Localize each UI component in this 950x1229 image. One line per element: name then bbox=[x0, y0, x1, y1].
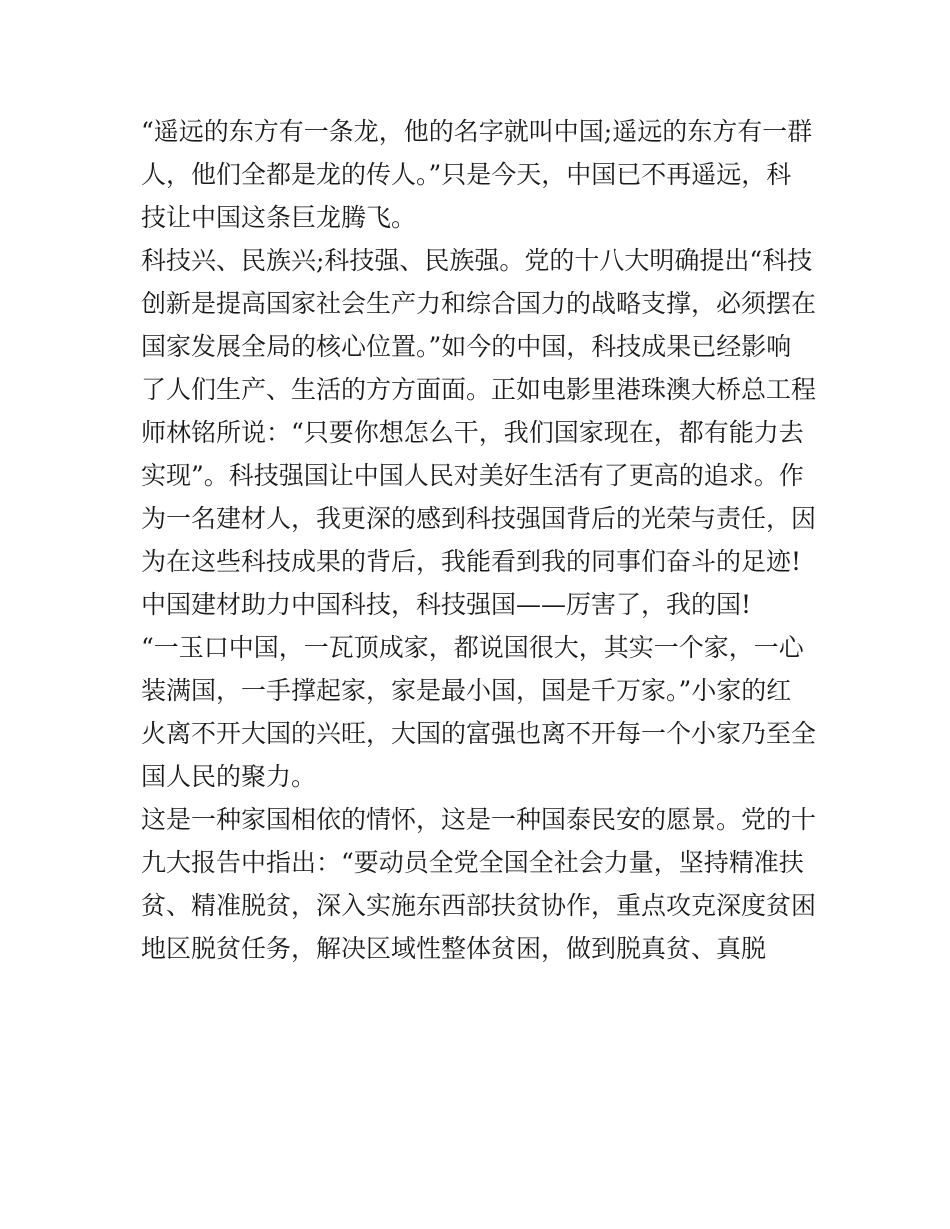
text-line: 中国建材助力中国科技，科技强国——厉害了，我的国! bbox=[141, 590, 752, 619]
text-line: 国人民的聚力。 bbox=[141, 762, 317, 791]
text-line: 贫、精准脱贫，深入实施东西部扶贫协作，重点攻克深度贫困 bbox=[141, 891, 817, 920]
text-line: 装满国，一手撑起家，家是最小国，国是千万家。”小家的红 bbox=[141, 676, 792, 705]
text-line: 实现”。科技强国让中国人民对美好生活有了更高的追求。作 bbox=[141, 461, 804, 490]
text-line: 火离不开大国的兴旺，大国的富强也离不开每一个小家乃至全 bbox=[141, 719, 817, 748]
text-line: 了人们生产、生活的方方面面。正如电影里港珠澳大桥总工程 bbox=[141, 375, 817, 404]
text-line: 为在这些科技成果的背后，我能看到我的同事们奋斗的足迹! bbox=[141, 547, 802, 576]
document-body bbox=[141, 110, 817, 970]
text-line: 师林铭所说：“只要你想怎么干，我们国家现在，都有能力去 bbox=[141, 418, 804, 447]
text-line: 技让中国这条巨龙腾飞。 bbox=[141, 203, 417, 232]
text-line: 为一名建材人，我更深的感到科技强国背后的光荣与责任，因 bbox=[141, 504, 817, 533]
text-line: “一玉口中国，一瓦顶成家，都说国很大，其实一个家，一心 bbox=[141, 633, 804, 662]
text-line: 九大报告中指出：“要动员全党全国全社会力量，坚持精准扶 bbox=[141, 848, 804, 877]
text-line: 这是一种家国相依的情怀，这是一种国泰民安的愿景。党的十 bbox=[141, 805, 817, 834]
text-line: 人，他们全都是龙的传人。”只是今天，中国已不再遥远，科 bbox=[141, 160, 792, 189]
text-line: 科技兴、民族兴;科技强、民族强。党的十八大明确提出“科技 bbox=[141, 246, 813, 275]
paragraph-dragon-intro bbox=[141, 110, 813, 239]
text-line: “遥远的东方有一条龙，他的名字就叫中国;遥远的东方有一群 bbox=[141, 117, 813, 146]
text-line: 创新是提高国家社会生产力和综合国力的战略支撑，必须摆在 bbox=[141, 289, 817, 318]
text-line: 国家发展全局的核心位置。”如今的中国，科技成果已经影响 bbox=[141, 332, 792, 361]
paragraph-family-nation bbox=[141, 626, 817, 798]
paragraph-poverty-alleviation bbox=[141, 798, 817, 970]
paragraph-tech-power bbox=[141, 239, 817, 626]
text-line: 地区脱贫任务，解决区域性整体贫困，做到脱真贫、真脱 bbox=[141, 934, 767, 963]
